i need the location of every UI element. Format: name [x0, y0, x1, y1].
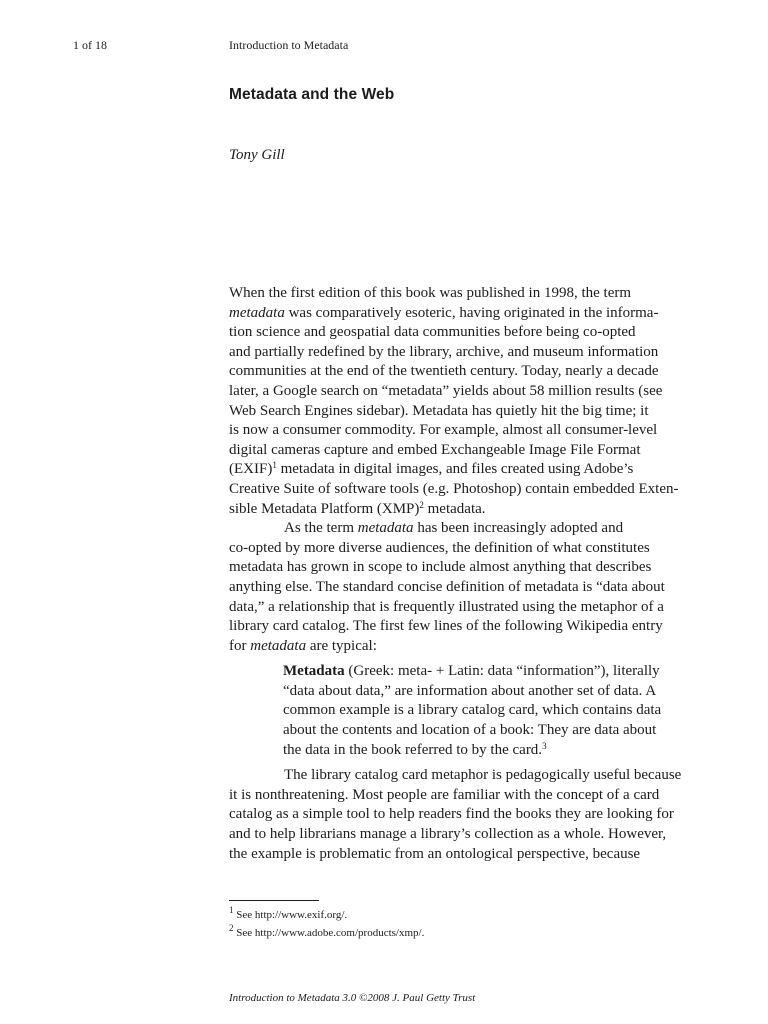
footnote-marker: 2 — [229, 923, 234, 933]
text-line: “data about data,” are information about another set of data. A — [283, 682, 657, 699]
emphasis-metadata: metadata — [357, 520, 414, 537]
emphasis-metadata: metadata — [250, 637, 307, 654]
text-fragment: sible Metadata Platform (XMP) — [229, 500, 420, 517]
text-fragment: for — [229, 637, 251, 654]
text-line — [229, 637, 669, 657]
text-line: later, a Google search on “metadata” yields about 58 million results (see — [229, 382, 663, 399]
text-line: the example is problematic from an ontological perspective, because — [229, 845, 641, 862]
text-fragment: was comparatively esoteric, having originated in the informa- — [284, 304, 659, 321]
footnote-ref-3: 3 — [542, 740, 547, 751]
text-fragment: (Greek: meta- + Latin: data “information”), literally — [344, 663, 660, 680]
text-line: catalog as a simple tool to help readers find the books they are looking for — [229, 806, 674, 823]
footnotes — [229, 906, 424, 942]
quote-term: Metadata — [283, 663, 345, 680]
text-line: communities at the end of the twentieth century. Today, nearly a decade — [229, 363, 659, 380]
paragraph-1 — [229, 284, 679, 519]
text-line — [283, 741, 669, 761]
text-line: digital cameras capture and embed Exchangeable Image File Format — [229, 441, 641, 458]
text-line: When the first edition of this book was published in 1998, the term — [229, 285, 632, 301]
page-number: 1 of 18 — [73, 38, 107, 52]
text-line — [229, 460, 669, 480]
text-line: and partially redefined by the library, archive, and museum information — [229, 343, 659, 360]
text-line — [283, 662, 669, 682]
text-line: about the contents and location of a book: They are data about — [283, 722, 657, 739]
body-text — [229, 284, 682, 864]
paragraph-3 — [229, 766, 682, 864]
text-line: library card catalog. The first few lines of the following Wikipedia entry — [229, 618, 663, 635]
author-name: Tony Gill — [229, 147, 285, 163]
text-fragment: As the term — [284, 520, 358, 537]
footnote-ref-1: 1 — [272, 460, 277, 471]
text-fragment: metadata. — [423, 500, 486, 517]
chapter-title: Metadata and the Web — [229, 86, 395, 103]
running-header: Introduction to Metadata — [229, 38, 349, 52]
text-fragment: has been increasingly adopted and — [413, 520, 624, 537]
text-fragment: (EXIF) — [229, 461, 273, 478]
footnote-divider — [229, 900, 319, 901]
text-line: common example is a library catalog card, which contains data — [283, 702, 662, 719]
text-line: data,” a relationship that is frequently illustrated using the metaphor of a — [229, 598, 664, 615]
footnote-ref-2: 2 — [419, 499, 424, 510]
text-line: The library catalog card metaphor is pedagogically useful because — [284, 767, 682, 784]
text-line: anything else. The standard concise definition of metadata is “data about — [229, 578, 665, 595]
text-line: and to help librarians manage a library’s collection as a whole. However, — [229, 826, 667, 843]
text-line: it is nonthreatening. Most people are familiar with the concept of a card — [229, 786, 660, 803]
text-line: metadata has grown in scope to include almost anything that describes — [229, 559, 652, 576]
text-line — [229, 500, 669, 520]
text-line — [229, 519, 669, 539]
text-line: co-opted by more diverse audiences, the definition of what constitutes — [229, 539, 650, 556]
text-line: tion science and geospatial data communities before being co-opted — [229, 324, 636, 341]
text-line: is now a consumer commodity. For example, almost all consumer-level — [229, 422, 658, 439]
footnote-item — [229, 924, 424, 942]
footnote-text: See http://www.exif.org/. — [233, 909, 348, 921]
paragraph-2 — [229, 519, 669, 656]
text-line: Creative Suite of software tools (e.g. Photoshop) contain embedded Exten- — [229, 480, 679, 497]
wikipedia-blockquote — [283, 662, 669, 760]
emphasis-metadata: metadata — [229, 304, 285, 321]
text-fragment: are typical: — [306, 637, 377, 654]
page-footer: Introduction to Metadata 3.0 ©2008 J. Paul Getty Trust — [229, 992, 476, 1004]
text-fragment: metadata in digital images, and files created using Adobe’s — [276, 461, 634, 478]
footnote-marker: 1 — [229, 905, 234, 915]
text-line — [229, 304, 669, 324]
footnote-text: See http://www.adobe.com/products/xmp/. — [233, 927, 425, 939]
footnote-item — [229, 906, 424, 924]
text-line: Web Search Engines sidebar). Metadata has quietly hit the big time; it — [229, 402, 649, 419]
text-fragment: the data in the book referred to by the card. — [283, 741, 543, 758]
